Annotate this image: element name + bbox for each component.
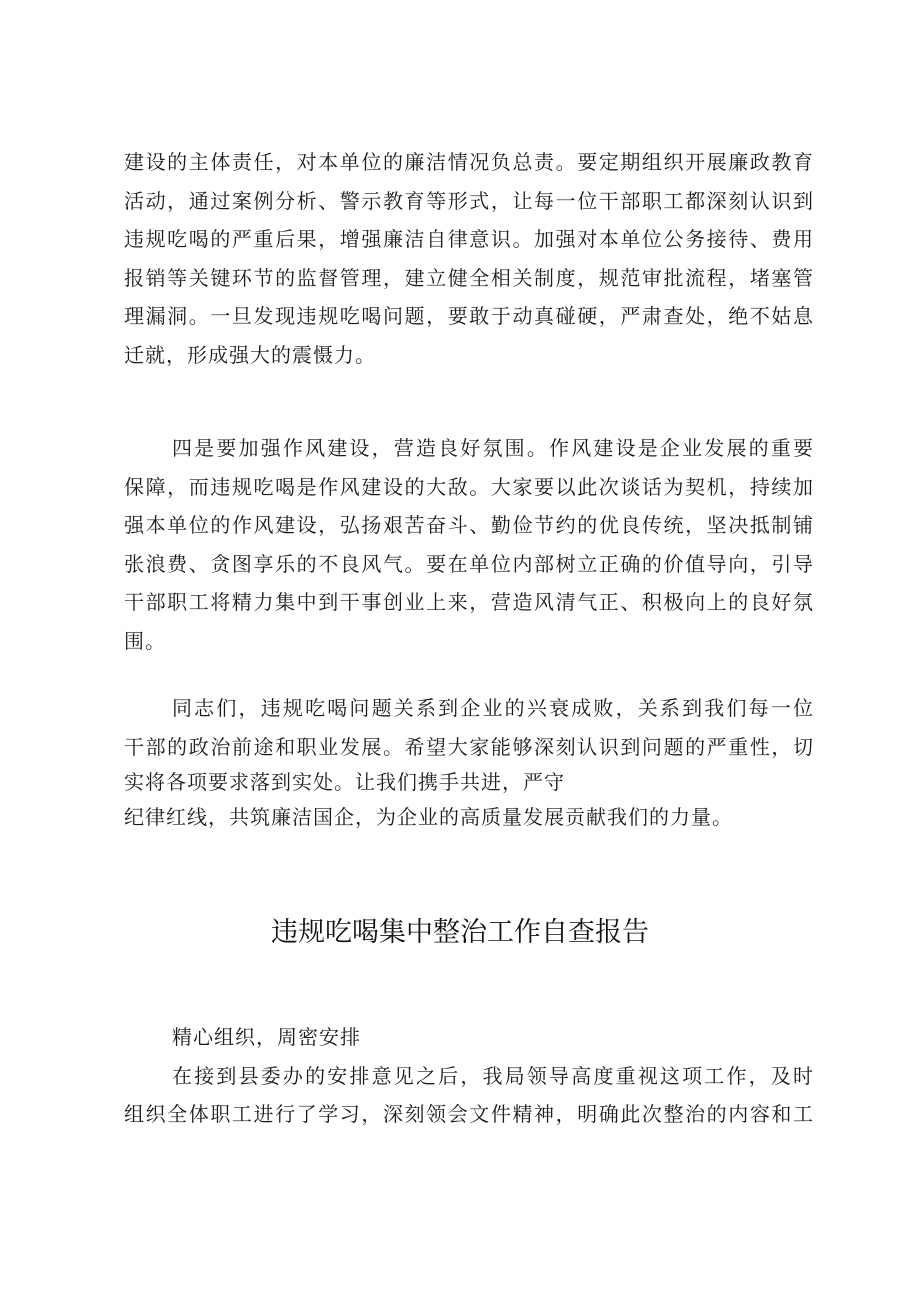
text-line: 违规吃喝的严重后果，增强廉洁自律意识。加强对本单位公务接待、费用 <box>124 227 814 252</box>
text-line: 围。 <box>124 628 166 653</box>
text-line: 四是要加强作风建设，营造良好氛围。作风建设是企业发展的重要 <box>172 436 814 460</box>
text-line: 干部职工将精力集中到干事创业上来，营造风清气正、积极向上的良好氛 <box>124 590 814 615</box>
text-line: 迁就，形成强大的震慑力。 <box>124 342 376 367</box>
text-line: 强本单位的作风建设，弘扬艰苦奋斗、勤俭节约的优良传统，坚决抵制铺 <box>124 513 814 538</box>
text-line: 组织全体职工进行了学习，深刻领会文件精神，明确此次整治的内容和工 <box>124 1102 814 1127</box>
text-line: 同志们，违规吃喝问题关系到企业的兴衰成败，关系到我们每一位 <box>172 696 814 720</box>
text-line: 张浪费、贪图享乐的不良风气。要在单位内部树立正确的价值导向，引导 <box>124 551 814 576</box>
paragraph-closing <box>124 689 814 837</box>
text-line: 活动，通过案例分析、警示教育等形式，让每一位干部职工都深刻认识到 <box>124 188 814 213</box>
text-line: 干部的政治前途和职业发展。希望大家能够深刻认识到问题的严重性，切 <box>124 734 814 759</box>
paragraph-work-style <box>124 429 814 661</box>
text-line: 纪律红线，共筑廉洁国企，为企业的高质量发展贡献我们的力量。 <box>124 805 733 830</box>
text-line: 建设的主体责任，对本单位的廉洁情况负总责。要定期组织开展廉政教育 <box>124 150 814 174</box>
page-title: 违规吃喝集中整治工作自查报告 <box>271 917 649 948</box>
paragraph-responsibility <box>124 143 814 375</box>
text-line: 在接到县委办的安排意见之后，我局领导高度重视这项工作，及时 <box>172 1063 814 1088</box>
text-line: 理漏洞。一旦发现违规吃喝问题，要敢于动真碰硬，严肃查处，绝不姑息 <box>124 304 814 329</box>
text-line: 报销等关键环节的监督管理，建立健全相关制度，规范审批流程，堵塞管 <box>124 265 814 290</box>
text-line: 保障，而违规吃喝是作风建设的大敌。大家要以此次谈话为契机，持续加 <box>124 474 814 499</box>
text-line: 实将各项要求落到实处。让我们携手共进，严守 <box>124 770 565 795</box>
section-heading: 精心组织，周密安排 <box>172 1025 361 1049</box>
paragraph-report-start <box>124 1018 814 1134</box>
